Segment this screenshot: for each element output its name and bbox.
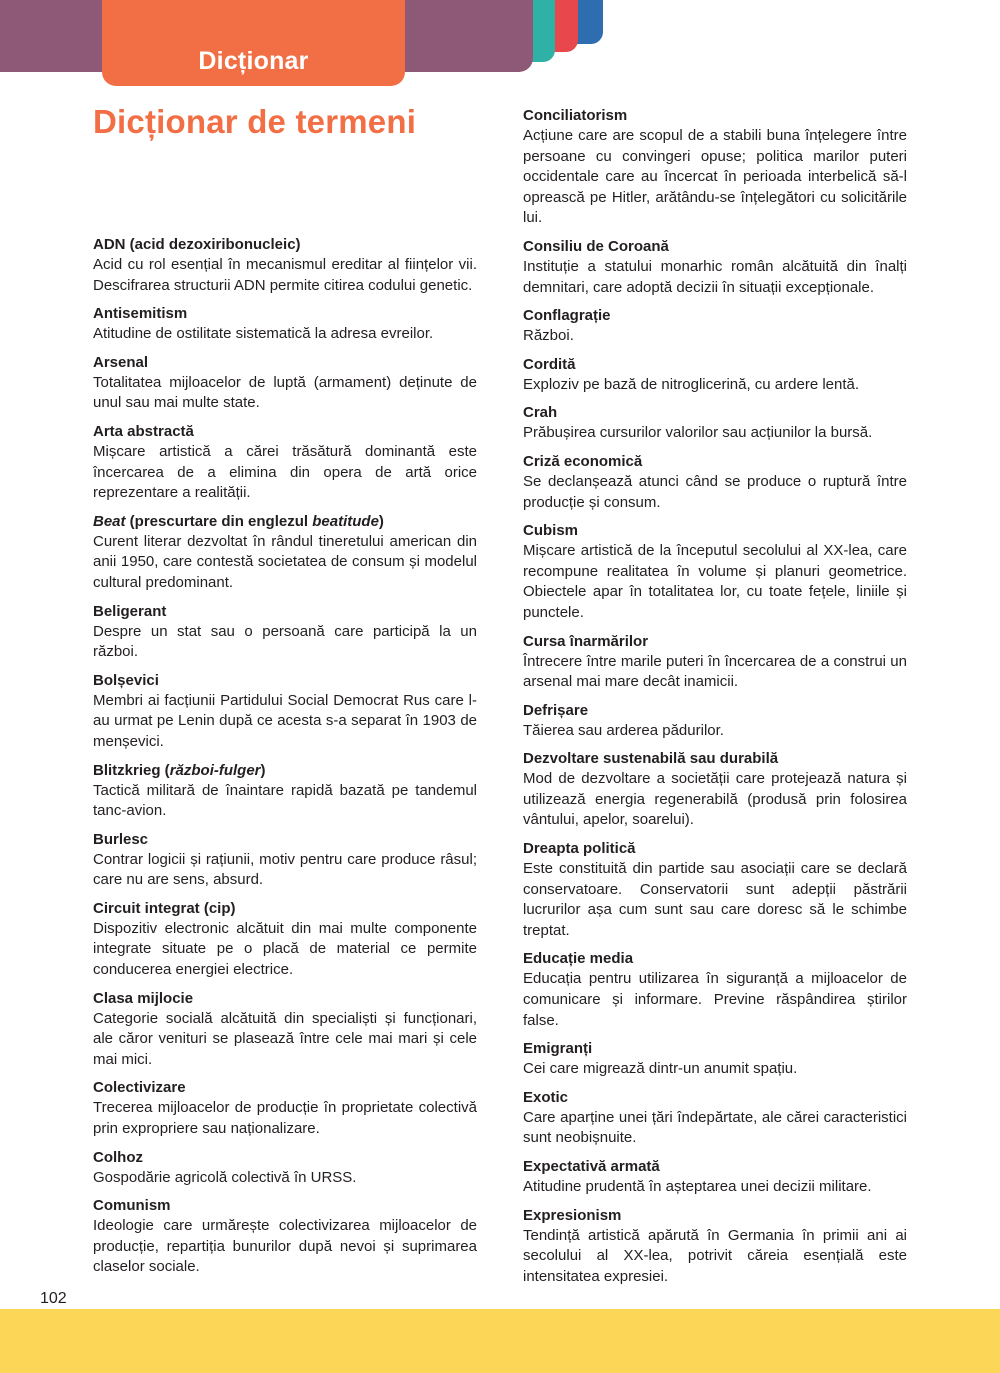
header-tab-label: Dicționar	[198, 47, 309, 75]
glossary-term: Exotic	[523, 1088, 569, 1106]
glossary-term: Colhoz	[93, 1148, 143, 1166]
glossary-definition: Atitudine de ostilitate sistematică la adresa evreilor.	[93, 325, 434, 343]
glossary-term: Conflagrație	[523, 307, 611, 325]
glossary-entry	[523, 520, 907, 623]
glossary-entry	[523, 402, 907, 444]
glossary-entry	[93, 1195, 477, 1278]
glossary-term: Circuit integrat (cip)	[93, 899, 236, 917]
glossary-term: Beligerant	[93, 602, 167, 620]
glossary-definition: Se declanșează atunci când se produce o ruptură între producție și consum.	[523, 472, 907, 511]
glossary-term: Blitzkrieg (război-fulger)	[93, 761, 266, 779]
glossary-definition: Este constituită din partide sau asociații care se declară conservatoare. Conservatorii sunt adepții păstrării lucrurilor așa cum sunt sau care doresc să le schimbe treptat.	[523, 860, 907, 939]
right-column	[523, 105, 907, 1294]
glossary-term: Defrișare	[523, 701, 589, 719]
glossary-definition: Acid cu rol esențial în mecanismul ereditar al ființelor vii. Descifrarea structurii ADN permite citirea codului genetic.	[93, 256, 477, 294]
glossary-definition: Mișcare artistică de la începutul secolului al XX-lea, care recompune realitatea în volume și planuri geometrice. Obiectele apar în totalitatea lor, cu toate fețele, liniile și punctele.	[523, 542, 907, 621]
glossary-definition: Dispozitiv electronic alcătuit din mai multe componente integrate situate pe o placă de material ce permite conducerea energiei electrice.	[93, 919, 477, 979]
glossary-term: Expresionism	[523, 1206, 622, 1224]
glossary-definition: Atitudine prudentă în așteptarea unei decizii militare.	[523, 1178, 872, 1195]
glossary-entry	[93, 511, 477, 594]
glossary-definition: Gospodărie agricolă colectivă în URSS.	[93, 1168, 357, 1186]
glossary-definition: Despre un stat sau o persoană care participă la un război.	[93, 622, 477, 661]
glossary-entry	[523, 838, 907, 941]
glossary-entry	[523, 948, 907, 1031]
glossary-term: Colectivizare	[93, 1079, 186, 1097]
glossary-definition: Tactică militară de înaintare rapidă bazată pe tandemul tanc-avion.	[93, 781, 477, 820]
glossary-definition: Curent literar dezvoltat în rândul tineretului american din anii 1950, care contestă societatea de consum și modelul cultural predominant.	[93, 532, 477, 591]
glossary-term: Bolșevici	[93, 671, 159, 689]
left-column	[93, 234, 477, 1285]
glossary-entry	[93, 988, 477, 1071]
glossary-definition: Contrar logicii și rațiunii, motiv pentru care produce râsul; care nu are sens, absurd.	[93, 850, 477, 889]
glossary-definition: Membri ai facțiunii Partidului Social Democrat Rus care l-au urmat pe Lenin după ce acesta s-a separat în 1903 de menșevici.	[93, 691, 477, 750]
header-tab	[102, 0, 405, 86]
glossary-entry	[93, 829, 477, 891]
glossary-definition: Totalitatea mijloacelor de luptă (armament) deținute de unul sau mai multe state.	[93, 373, 477, 412]
glossary-definition: Tendință artistică apărută în Germania în primii ani ai secolului al XX-lea, potrivit căreia esențială este intensitatea expresiei.	[523, 1226, 907, 1285]
glossary-entry	[523, 1156, 907, 1198]
glossary-entry	[523, 1205, 907, 1288]
glossary-term: Conciliatorism	[523, 107, 628, 124]
glossary-definition: Exploziv pe bază de nitroglicerină, cu ardere lentă.	[523, 375, 860, 393]
glossary-entry	[523, 1087, 907, 1149]
page-number: 102	[40, 1290, 67, 1307]
glossary-entry	[523, 631, 907, 693]
glossary-entry	[523, 700, 907, 742]
glossary-term: Beat (prescurtare din englezul beatitude)	[93, 512, 384, 530]
glossary-term: Consiliu de Coroană	[523, 237, 669, 255]
glossary-entry	[523, 748, 907, 831]
glossary-term: Cordită	[523, 355, 576, 373]
glossary-term: Crah	[523, 404, 558, 422]
glossary-definition: Categorie socială alcătuită din specialiști și funcționari, ale căror venituri se plasează între cele mai mari și cele mai mici.	[93, 1009, 477, 1068]
glossary-entry	[93, 1077, 477, 1139]
glossary-entry	[93, 352, 477, 414]
glossary-entry	[523, 236, 907, 298]
glossary-term: Antisemitism	[93, 305, 188, 323]
glossary-term: Clasa mijlocie	[93, 989, 194, 1007]
glossary-term: Cursa înarmărilor	[523, 632, 649, 650]
glossary-entry	[523, 354, 907, 396]
glossary-definition: Ideologie care urmărește colectivizarea mijloacelor de producție, repartiția bunurilor după nevoi și suprimarea claselor sociale.	[93, 1217, 477, 1276]
glossary-definition: Întrecere între marile puteri în încercarea de a construi un arsenal mai mare decât inamicii.	[523, 652, 907, 691]
glossary-term: ADN (acid dezoxiribonucleic)	[93, 236, 301, 253]
glossary-entry	[93, 601, 477, 663]
glossary-entry	[523, 305, 907, 347]
glossary-entry	[523, 105, 907, 229]
glossary-entry	[93, 760, 477, 822]
glossary-definition: Război.	[523, 327, 574, 345]
glossary-definition: Mod de dezvoltare a societății care protejează natura și utilizează energia regenerabilă (produsă prin folosirea vântului, apelor, soarelui).	[523, 770, 907, 829]
glossary-definition: Care aparține unei țări îndepărtate, ale cărei caracteristici sunt neobișnuite.	[523, 1108, 907, 1147]
glossary-term: Expectativă armată	[523, 1158, 660, 1175]
glossary-entry	[93, 421, 477, 504]
glossary-entry	[523, 451, 907, 513]
glossary-term: Emigranți	[523, 1040, 593, 1058]
glossary-definition: Instituție a statului monarhic român alcătuită din înalți demnitari, care adoptă decizii în situații excepționale.	[523, 257, 907, 296]
glossary-entry	[93, 670, 477, 753]
page-title: Dicționar de termeni	[93, 103, 417, 140]
glossary-entry	[523, 1038, 907, 1080]
glossary-entry	[93, 1147, 477, 1189]
glossary-term: Criză economică	[523, 452, 643, 470]
footer-bar	[0, 1309, 1000, 1373]
glossary-definition: Educația pentru utilizarea în siguranță a mijloacelor de comunicare și informare. Previne răspândirea știrilor false.	[523, 970, 907, 1029]
glossary-entry	[93, 898, 477, 981]
glossary-term: Burlesc	[93, 830, 149, 848]
glossary-term: Dezvoltare sustenabilă sau durabilă	[523, 750, 779, 768]
glossary-entry	[93, 234, 477, 296]
glossary-definition: Trecerea mijloacelor de producție în proprietate colectivă prin expropriere sau naționalizare.	[93, 1099, 477, 1138]
glossary-term: Educație media	[523, 950, 634, 968]
glossary-definition: Prăbușirea cursurilor valorilor sau acțiunilor la bursă.	[523, 424, 873, 442]
glossary-term: Arsenal	[93, 353, 149, 371]
glossary-term: Comunism	[93, 1197, 171, 1215]
glossary-definition: Mișcare artistică a cărei trăsătură dominantă este încercarea de a elimina din opera de artă orice reprezentare a realității.	[93, 442, 477, 502]
glossary-entry	[93, 303, 477, 345]
glossary-definition: Cei care migrează dintr-un anumit spațiu.	[523, 1060, 798, 1078]
glossary-term: Cubism	[523, 522, 579, 540]
glossary-definition: Acțiune care are scopul de a stabili buna înțelegere între persoane cu convingeri opuse; politica marilor puteri occidentale care au încercat în perioada interbelică să-l oprească pe Hitler, arătându-se înțelegători cu solicitările lui.	[523, 127, 907, 227]
glossary-definition: Tăierea sau arderea pădurilor.	[523, 721, 724, 739]
glossary-term: Dreapta politică	[523, 840, 636, 858]
glossary-term: Arta abstractă	[93, 422, 194, 440]
